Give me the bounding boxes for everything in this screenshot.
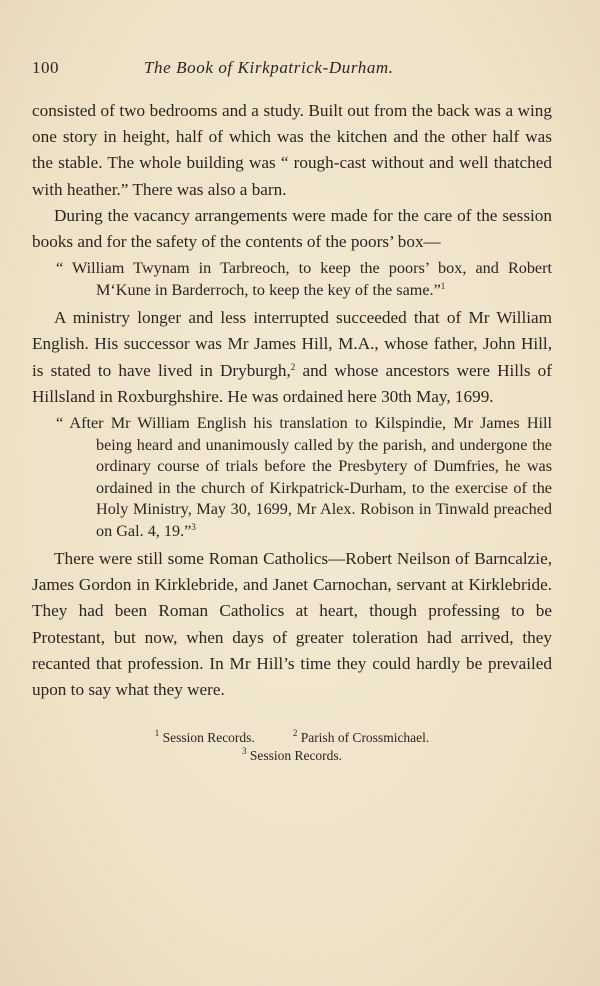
footnote-ref: 2 [290,361,296,372]
footnote-text: Parish of Crossmichael. [297,730,430,746]
footnote-text: Session Records. [159,730,255,746]
running-title: The Book of Kirkpatrick-Durham. [144,58,394,77]
quotation-text: “ William Twynam in Tarbreoch, to keep the poors’ box, and Robert M‘Kune in Barderroch, to keep the key of the same.” [56,259,552,299]
paragraph-text: A ministry longer and less interrupted succeeded that of Mr William English. His successor was Mr James Hill, M.A., whose father, John Hill, is stated to have lived in Dryburgh, [32,308,552,380]
footnotes [32,729,552,765]
footnote-mark: 3 [241,746,247,757]
book-page [32,58,552,765]
paragraph-ministry [32,305,552,410]
footnote-mark: 1 [154,728,160,739]
footnote-mark: 2 [292,728,298,739]
footnote-ref: 3 [191,521,196,532]
footnote-row [32,747,552,765]
footnote-row [32,729,552,747]
paragraph-vacancy: During the vacancy arrangements were made for the care of the session books and for the safety of the contents of the poors’ box— [32,205,552,252]
page-header [32,58,552,88]
footnote-text: Session Records. [246,748,343,764]
paragraph-continuation: consisted of two bedrooms and a study. Built out from the back was a wing one story in height, half of which was the kitchen and the other half was the stable. The whole building was “ rough-cast without and well thatched with heather.” There was also a barn. [32,101,552,199]
paragraph-text: and whose ancestors were Hills of Hillsland in Roxburghshire. He was ordained here 30th May, 1699. [32,360,552,406]
quotation-ordination [56,410,552,546]
quotation-poors-box [56,255,552,305]
footnote-ref: 1 [440,280,446,291]
paragraph-roman-catholics: There were still some Roman Catholics—Robert Neilson of Barncalzie, James Gordon in Kirklebride, and Janet Carnochan, servant at Kirklebride. They had been Roman Catholics at heart, though professing to be Protestant, but now, when days of greater toleration had arrived, they recanted that profession. In Mr Hill’s time they could hardly be prevailed upon to say what they were. [32,549,552,700]
body-text [32,98,552,703]
page-number: 100 [32,58,59,77]
quotation-text: “ After Mr William English his translation to Kilspindie, Mr James Hill being heard and unanimously called by the parish, and undergone the ordinary course of trials before the Presbytery of Dumfries, he was ordained in the church of Kirkpatrick-Durham, to the exercise of the Holy Ministry, May 30, 1699, Mr Alex. Robison in Tinwald preached on Gal. 4, 19.” [56,414,552,540]
